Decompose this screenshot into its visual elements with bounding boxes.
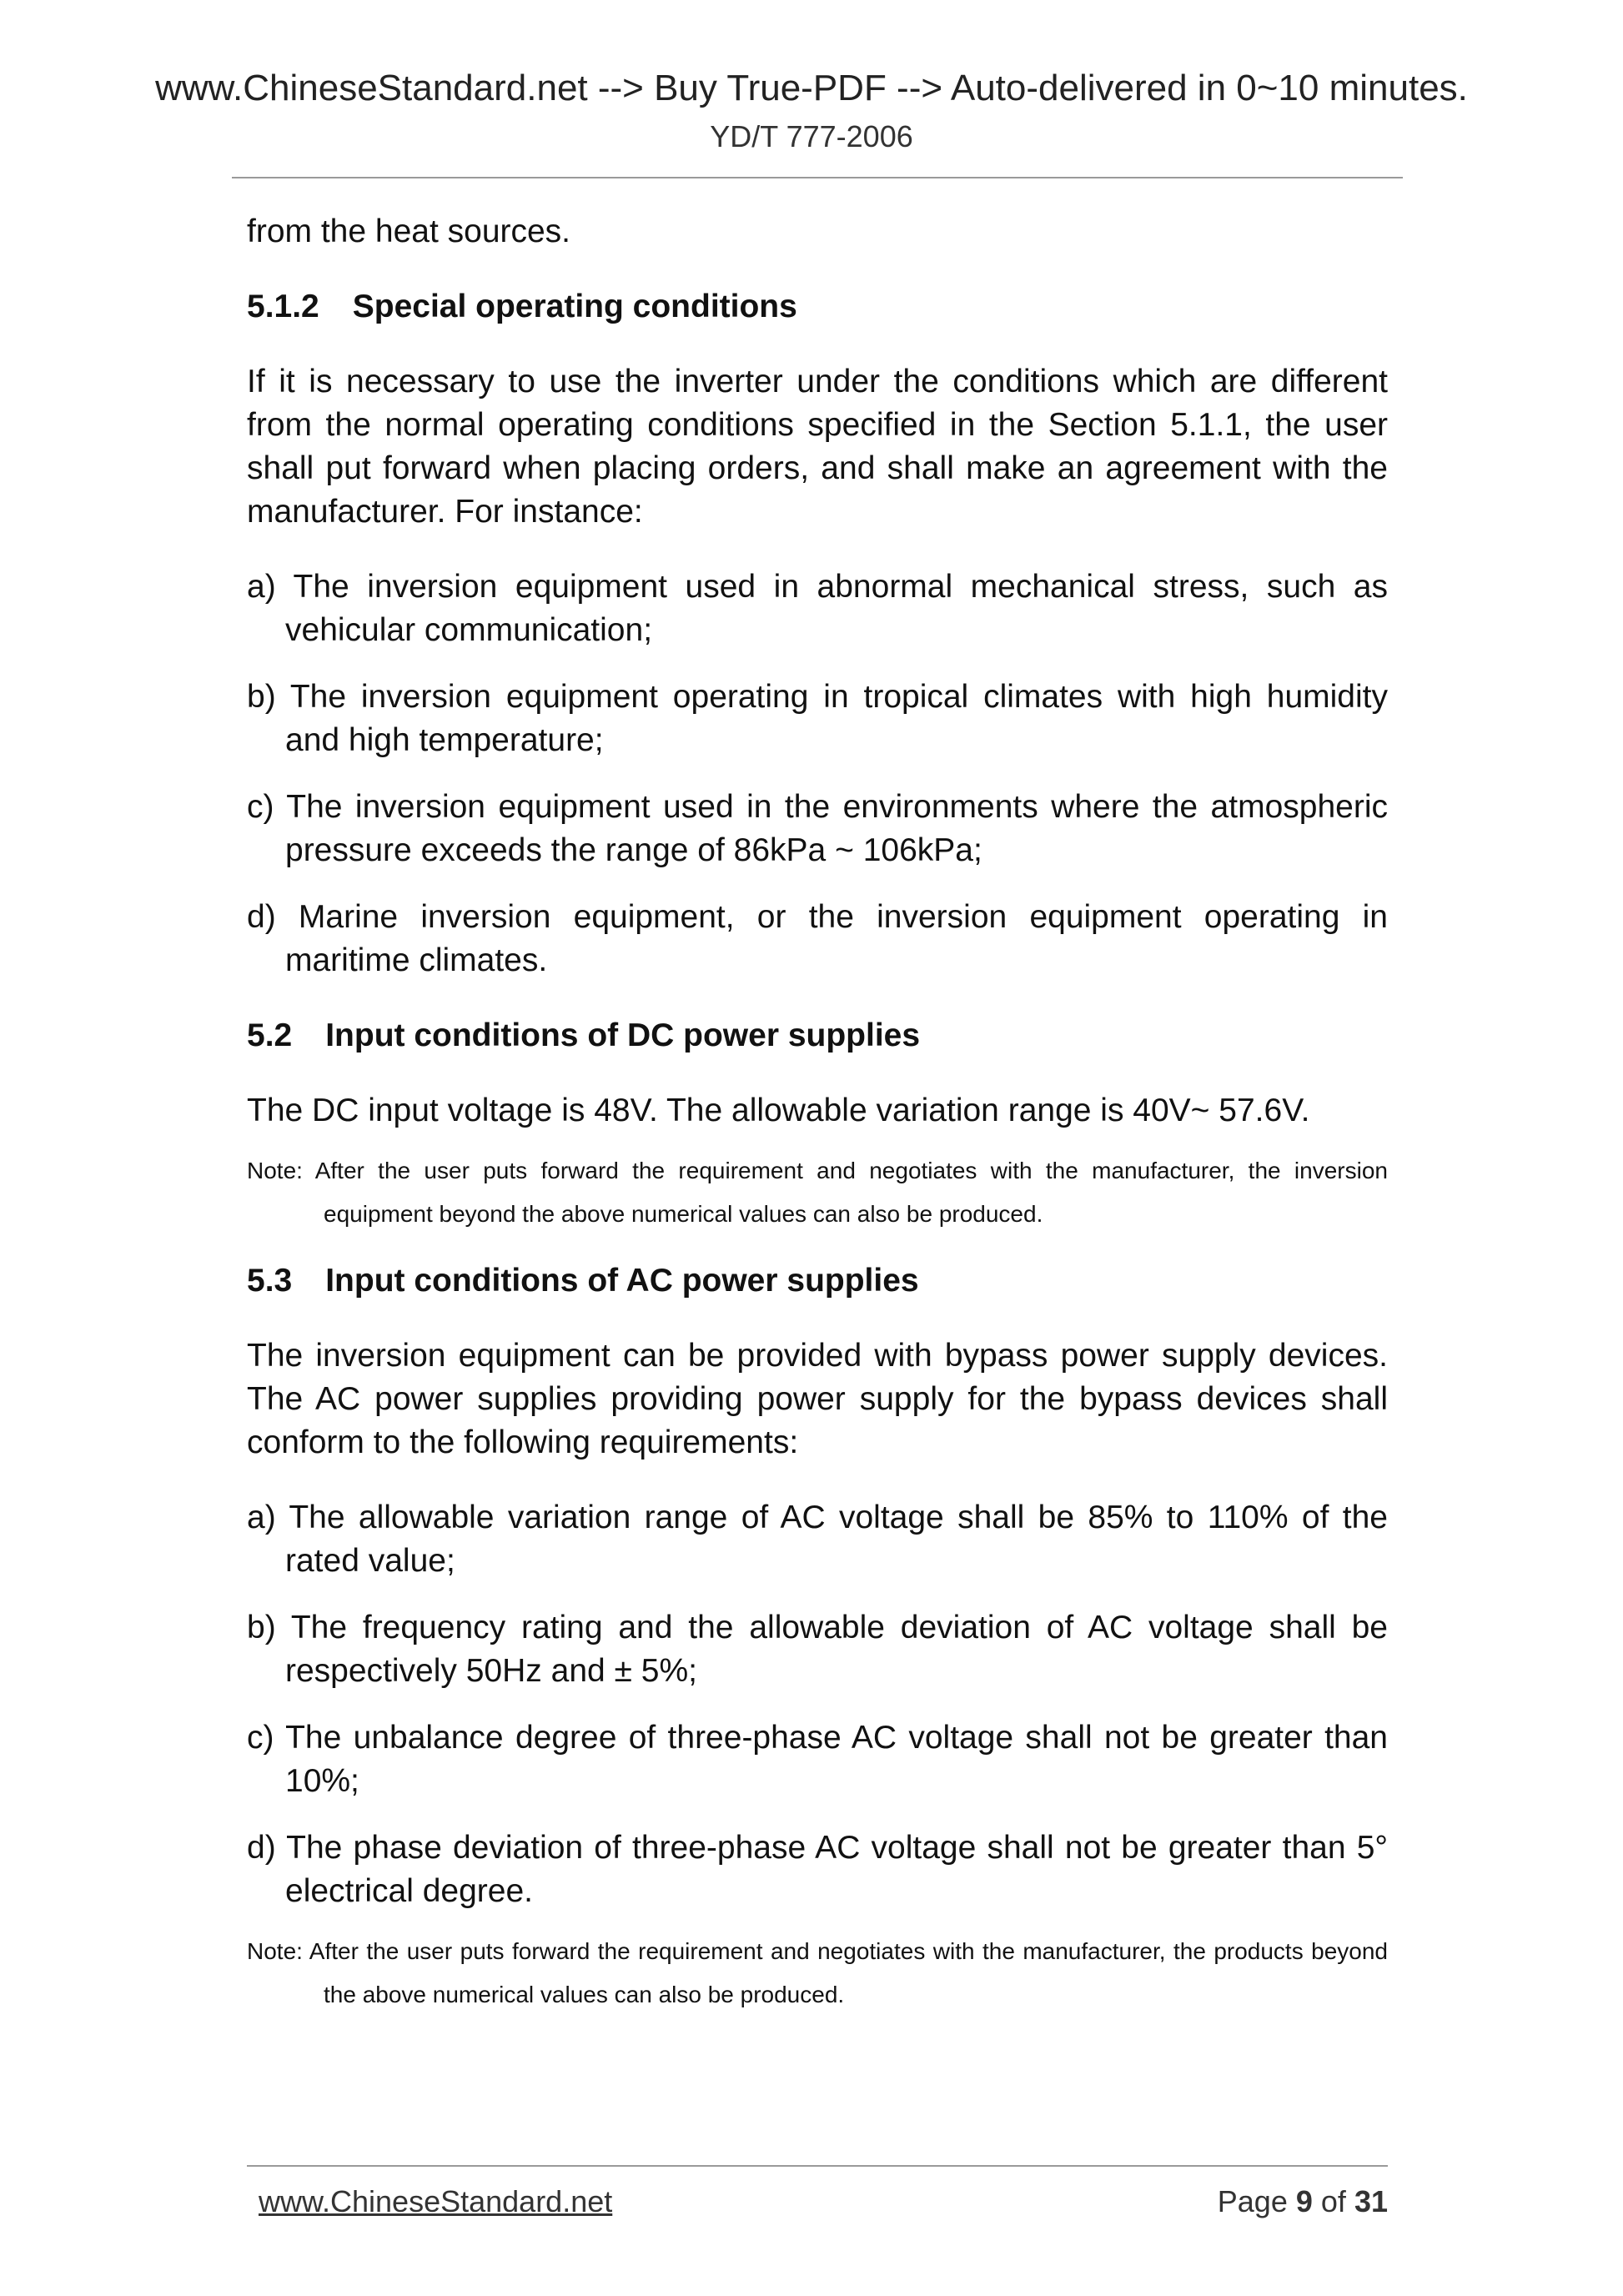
paragraph: The DC input voltage is 48V. The allowable variation range is 40V~ 57.6V.	[247, 1093, 1310, 1128]
section-title: Input conditions of DC power supplies	[325, 1017, 921, 1053]
list-item: b) The frequency rating and the allowable deviation of AC voltage shall be respectively 50Hz and ± 5%;	[247, 1610, 1388, 1689]
section-heading-5-3	[247, 1259, 1388, 1303]
header-divider	[232, 177, 1403, 178]
section-heading-5-2	[247, 1014, 1388, 1058]
list-item: c) The unbalance degree of three-phase AC voltage shall not be greater than 10%;	[247, 1720, 1388, 1799]
section-heading-5-1-2	[247, 285, 1388, 329]
paragraph: If it is necessary to use the inverter under the conditions which are different from the normal operating conditions specified in the Section 5.1.1, the user shall put forward when placing orders, and shall make an agreement with the manufacturer. For instance:	[247, 364, 1388, 530]
list-item: b) The inversion equipment operating in tropical climates with high humidity and high temperature;	[247, 679, 1388, 758]
header-banner: www.ChineseStandard.net --> Buy True-PDF --> Auto-delivered in 0~10 minutes.	[155, 68, 1468, 108]
page-word: Page	[1217, 2184, 1288, 2218]
section-number: 5.3	[247, 1263, 293, 1299]
note: Note: After the user puts forward the requirement and negotiates with the manufacturer, the inversion equipment beyond the above numerical values can also be produced.	[247, 1158, 1388, 1227]
page-total: 31	[1354, 2184, 1388, 2218]
page-of: of	[1320, 2184, 1346, 2218]
page-indicator	[1218, 2183, 1388, 2220]
section-number: 5.1.2	[247, 289, 319, 324]
list-item: c) The inversion equipment used in the environments where the atmospheric pressure exceeds the range of 86kPa ~ 106kPa;	[247, 789, 1388, 868]
document-id: YD/T 777-2006	[710, 119, 913, 153]
footer-divider	[247, 2165, 1388, 2167]
page-content	[247, 210, 1388, 2017]
note: Note: After the user puts forward the requirement and negotiates with the manufacturer, the products beyond the above numerical values can also be produced.	[247, 1938, 1388, 2007]
section-title: Special operating conditions	[352, 289, 797, 324]
page-current: 9	[1295, 2184, 1313, 2218]
section-title: Input conditions of AC power supplies	[325, 1263, 919, 1299]
list-item: d) Marine inversion equipment, or the inversion equipment operating in maritime climates.	[247, 899, 1388, 978]
list-item: d) The phase deviation of three-phase AC voltage shall not be greater than 5° electrical degree.	[247, 1830, 1388, 1909]
list-item: a) The inversion equipment used in abnormal mechanical stress, such as vehicular communication;	[247, 569, 1388, 648]
section-number: 5.2	[247, 1017, 293, 1053]
paragraph: The inversion equipment can be provided with bypass power supply devices. The AC power supplies providing power supply for the bypass devices shall conform to the following requirements:	[247, 1338, 1388, 1460]
continuation-text: from the heat sources.	[247, 214, 571, 249]
footer-website-link[interactable]: www.ChineseStandard.net	[259, 2184, 613, 2218]
list-item: a) The allowable variation range of AC voltage shall be 85% to 110% of the rated value;	[247, 1500, 1388, 1579]
